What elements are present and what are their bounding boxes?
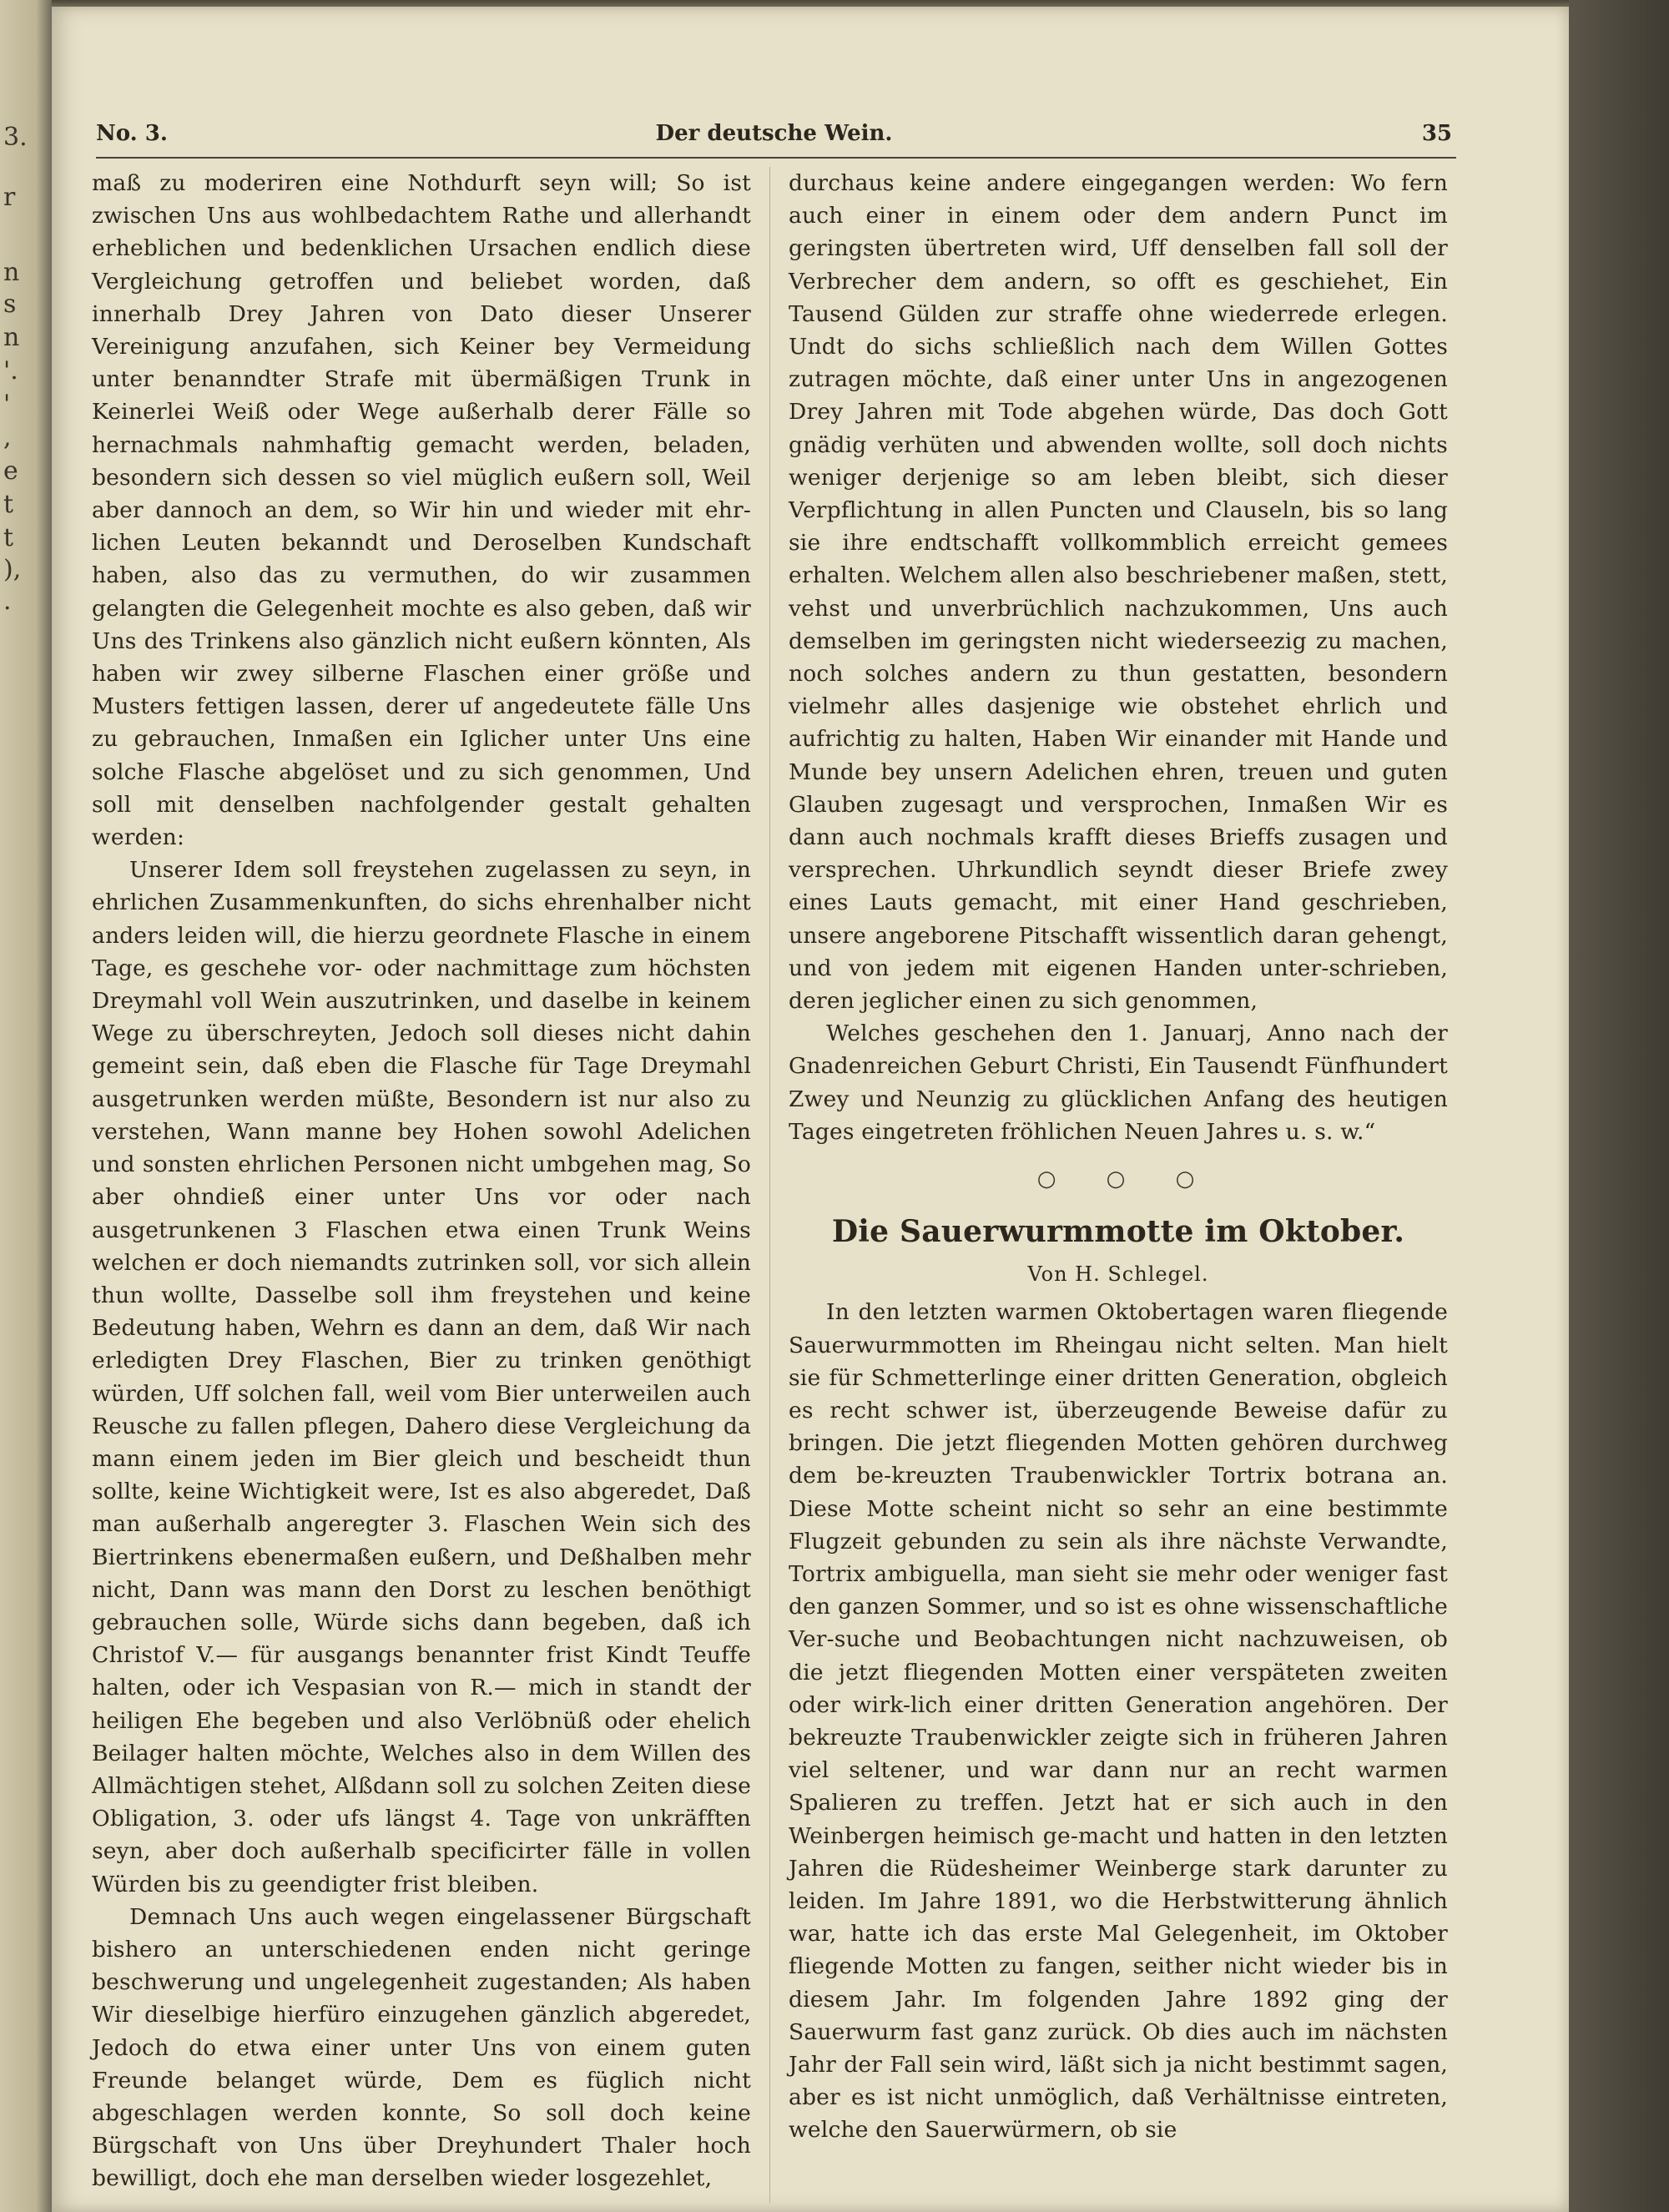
previous-page-fragment: n (3, 323, 20, 352)
previous-page-fragment: r (3, 183, 16, 212)
previous-page-fragment: ' (3, 390, 11, 419)
previous-page-fragment: s (3, 290, 17, 319)
paragraph: In den letzten warmen Oktobertagen waren fliegende Sauerwurmmotten im Rheingau nicht selten. Man hielt sie für Schmetterlinge einer dritten Generation, obgleich es recht schwer ist, überzeugende Beweise dafür zu bringen. Die jetzt fliegenden Motten gehören durchweg dem be-kreuzten Traubenwickler Tortrix botrana an. Diese Motte scheint nicht so sehr an eine bestimmte Flugzeit gebunden zu sein als ihre nächste Verwandte, Tortrix ambiguella, man sieht sie mehr oder weniger fast den ganzen Sommer, und so ist es ohne wissenschaftliche Ver-suche und Beobachtungen nicht nachzuweisen, ob die jetzt fliegenden Motten einer verspäteten zweiten oder wirk-lich einer dritten Generation angehören. Der bekreuzte Traubenwickler zeigte sich in früheren Jahren viel seltener, und war dann nur an recht warmen Spalieren zu treffen. Jetzt hat er sich auch in den Weinbergen heimisch ge-macht und hatten in den letzten Jahren die Rüdesheimer Weinberge stark darunter zu leiden. Im Jahre 1891, wo die Herbstwitterung ähnlich war, hatte ich das erste Mal Gelegenheit, im Oktober fliegende Motten zu fangen, seither nicht wieder bis in diesem Jahr. Im folgenden Jahre 1892 ging der Sauerwurm fast ganz zurück. Ob dies auch im nächsten Jahr der Fall sein wird, läßt sich ja nicht bestimmt sagen, aber es ist nicht unmöglich, daß Verhältnisse eintreten, welche den Sauerwürmern, ob sie (789, 1299, 1448, 2144)
running-head (96, 121, 1452, 158)
previous-page-fragment: t (3, 490, 14, 519)
previous-page-fragment: e (3, 456, 18, 486)
paragraph: durchaus keine andere eingegangen werden: Wo fern auch einer in einem oder dem andern Punct im geringsten übertreten wird, Uff denselben fall soll der Verbrecher dem andern, so offt es geschiehet, Ein Tausend Gülden zur straffe ohne wiederrede erlegen. Undt do sichs schließlich nach dem Willen Gottes zutragen möchte, daß einer unter Uns in angezogenen Drey Jahren mit Tode abgehen würde, Das doch Gott gnädig verhüten und abwenden wollte, soll doch nichts weniger derjenige so am leben bleibt, sich dieser Verpflichtung in allen Puncten und Clauseln, bis so lang sie ihre endtschafft vollkommblich erreicht gemees erhalten. Welchem allen also beschriebener maßen, stett, vehst und unverbrüchlich nachzukommen, Uns auch demselben im geringsten nicht wiederseezig zu machen, noch solches andern zu thun gestatten, besondern vielmehr alles dasjenige wie obstehet ehrlich und aufrichtig zu halten, Haben Wir einander mit Hande und Munde bey unsern Adelichen ehren, treuen und guten Glauben zugesagt und versprochen, Inmaßen Wir es dann auch nochmals krafft dieses Brieffs zusagen und versprechen. Uhrkundlich seyndt dieser Briefe zwey eines Lauts gemacht, mit einer Hand geschrieben, unsere angeborene Pitschafft wissentlich daran gehengt, und von jedem mit eigenen Handen unter-schrieben, deren jeglicher einen zu sich genommen, (789, 170, 1448, 1015)
previous-page-fragment: 3. (3, 123, 28, 152)
issue-number: No. 3. (96, 121, 168, 146)
paragraph: Demnach Uns auch wegen eingelassener Bürgschaft bishero an unterschiedenen enden nicht geringe beschwerung und ungelegenheit zugestanden; Als haben Wir dieselbige hierfüro einzugehen gänzlich abgeredet, Jedoch do etwa einer unter Uns von einem guten Freunde belanget würde, Dem es füglich nicht abgeschlagen werden konnte, So soll doch keine Bürgschaft von Uns über Dreyhundert Thaler hoch bewilligt, doch ehe man derselben wieder losgezehlet, (92, 1903, 751, 2192)
paragraph: Welches geschehen den 1. Januarj, Anno nach der Gnadenreichen Geburt Christi, Ein Tausendt Fünfhundert Zwey und Neunzig zu glücklichen Anfang des heutigen Tages eingetreten fröhlichen Neuen Jahres u. s. w.“ (789, 1020, 1448, 1145)
previous-page-fragment: ), (3, 555, 22, 584)
previous-page-fragment: t (3, 523, 14, 552)
book-edge (1569, 0, 1669, 2212)
column-separator (769, 167, 770, 2203)
paragraph: maß zu moderiren eine Nothdurft seyn will; So ist zwischen Uns aus wohlbedachtem Rathe und allerhandt erheblichen und bedenklichen Ursachen endlich diese Vergleichung getroffen und beliebet worden, daß innerhalb Drey Jahren von Dato dieser Unserer Vereinigung anzufahen, sich Keiner bey Vermeidung unter benanndter Strafe mit übermäßigen Trunk in Keinerlei Weiß oder Wege außerhalb derer Fälle so hernachmals nahmhaftig gemacht werden, beladen, besondern sich dessen so viel müglich eußern soll, Weil aber dannoch an dem, so Wir hin und wieder mit ehr-lichen Leuten bekanndt und Deroselben Kundschaft haben, also das zu vermuthen, do wir zusammen gelangten die Gelegenheit mochte es also geben, daß wir Uns des Trinkens also gänzlich nicht eußern könnten, Als haben wir zwey silberne Flaschen einer größe und Musters fettigen lassen, derer uf angedeutete fälle Uns zu gebrauchen, Inmaßen ein Iglicher unter Uns eine solche Flasche abgelöset und zu sich genommen, Und soll mit denselben nachfolgender gestalt gehalten werden: (92, 170, 751, 851)
previous-page-fragment: . (3, 587, 12, 616)
header-rule (96, 157, 1456, 159)
previous-page-edge (0, 0, 52, 2212)
previous-page-fragment: n (3, 258, 20, 287)
article-byline: Von H. Schlegel. (1027, 1262, 1209, 1287)
right-column (789, 167, 1448, 2147)
previous-page-fragment: '. (3, 356, 18, 385)
paragraph: Unserer Idem soll freystehen zugelassen zu seyn, in ehrlichen Zusammenkunften, do sichs ehrenhalber nicht anders leiden will, die hierzu geordnete Flasche in einem Tage, es geschehe vor- oder nachmittage zum höchsten Dreymahl voll Wein auszutrinken, und daselbe in keinem Wege zu überschreyten, Jedoch soll dieses nicht dahin gemeint sein, daß eben die Flasche für Tage Dreymahl ausgetrunken werden müßte, Besondern ist nur also zu verstehen, Wann manne bey Hohen sowohl Adelichen und sonsten ehrlichen Personen nicht umbgehen mag, So aber ohndieß einer unter Uns vor oder nach ausgetrunkenen 3 Flaschen etwa einen Trunk Weins welchen er doch niemandts zutrinken soll, vor sich allein thun wollte, Dasselbe soll ihm freystehen und keine Bedeutung haben, Wehrn es dann an dem, daß Wir nach erledigten Drey Flaschen, Bier zu trinken genöthigt würden, Uff solchen fall, weil vom Bier unterweilen auch Reusche zu fallen pflegen, Dahero diese Vergleichung da mann einem jeden im Bier gleich und bescheidt thun sollte, keine Wichtigkeit were, Ist es also abgeredet, Daß man außerhalb angeregter 3. Flaschen Wein sich des Biertrinkens ebenermaßen eußern, und Deßhalben mehr nicht, Dann was mann den Dorst zu leschen benöthigt gebrauchen solle, Würde sichs dann begeben, daß ich Christof V.— für ausgangs benannter frist Kindt Teuffe halten, oder ich Vespasian von R.— mich in standt der heiligen Ehe begeben und also Verlöbnüß oder ehelich Beilager halten möchte, Welches also in dem Willen des Allmächtigen stehet, Alßdann soll zu solchen Zeiten diese Obligation, 3. oder ufs längst 4. Tage von unkräfften seyn, aber doch außerhalb specificirter fälle in vollen Würden bis zu geendigter frist bleiben. (92, 857, 751, 1897)
journal-title: Der deutsche Wein. (655, 121, 893, 146)
article-title: Die Sauerwurmmotte im Oktober. (831, 1214, 1405, 1250)
page-number: 35 (1421, 121, 1452, 146)
section-ornament: ○ ○ ○ (1036, 1166, 1217, 1192)
left-column (92, 167, 751, 2195)
previous-page-fragment: , (3, 423, 12, 452)
